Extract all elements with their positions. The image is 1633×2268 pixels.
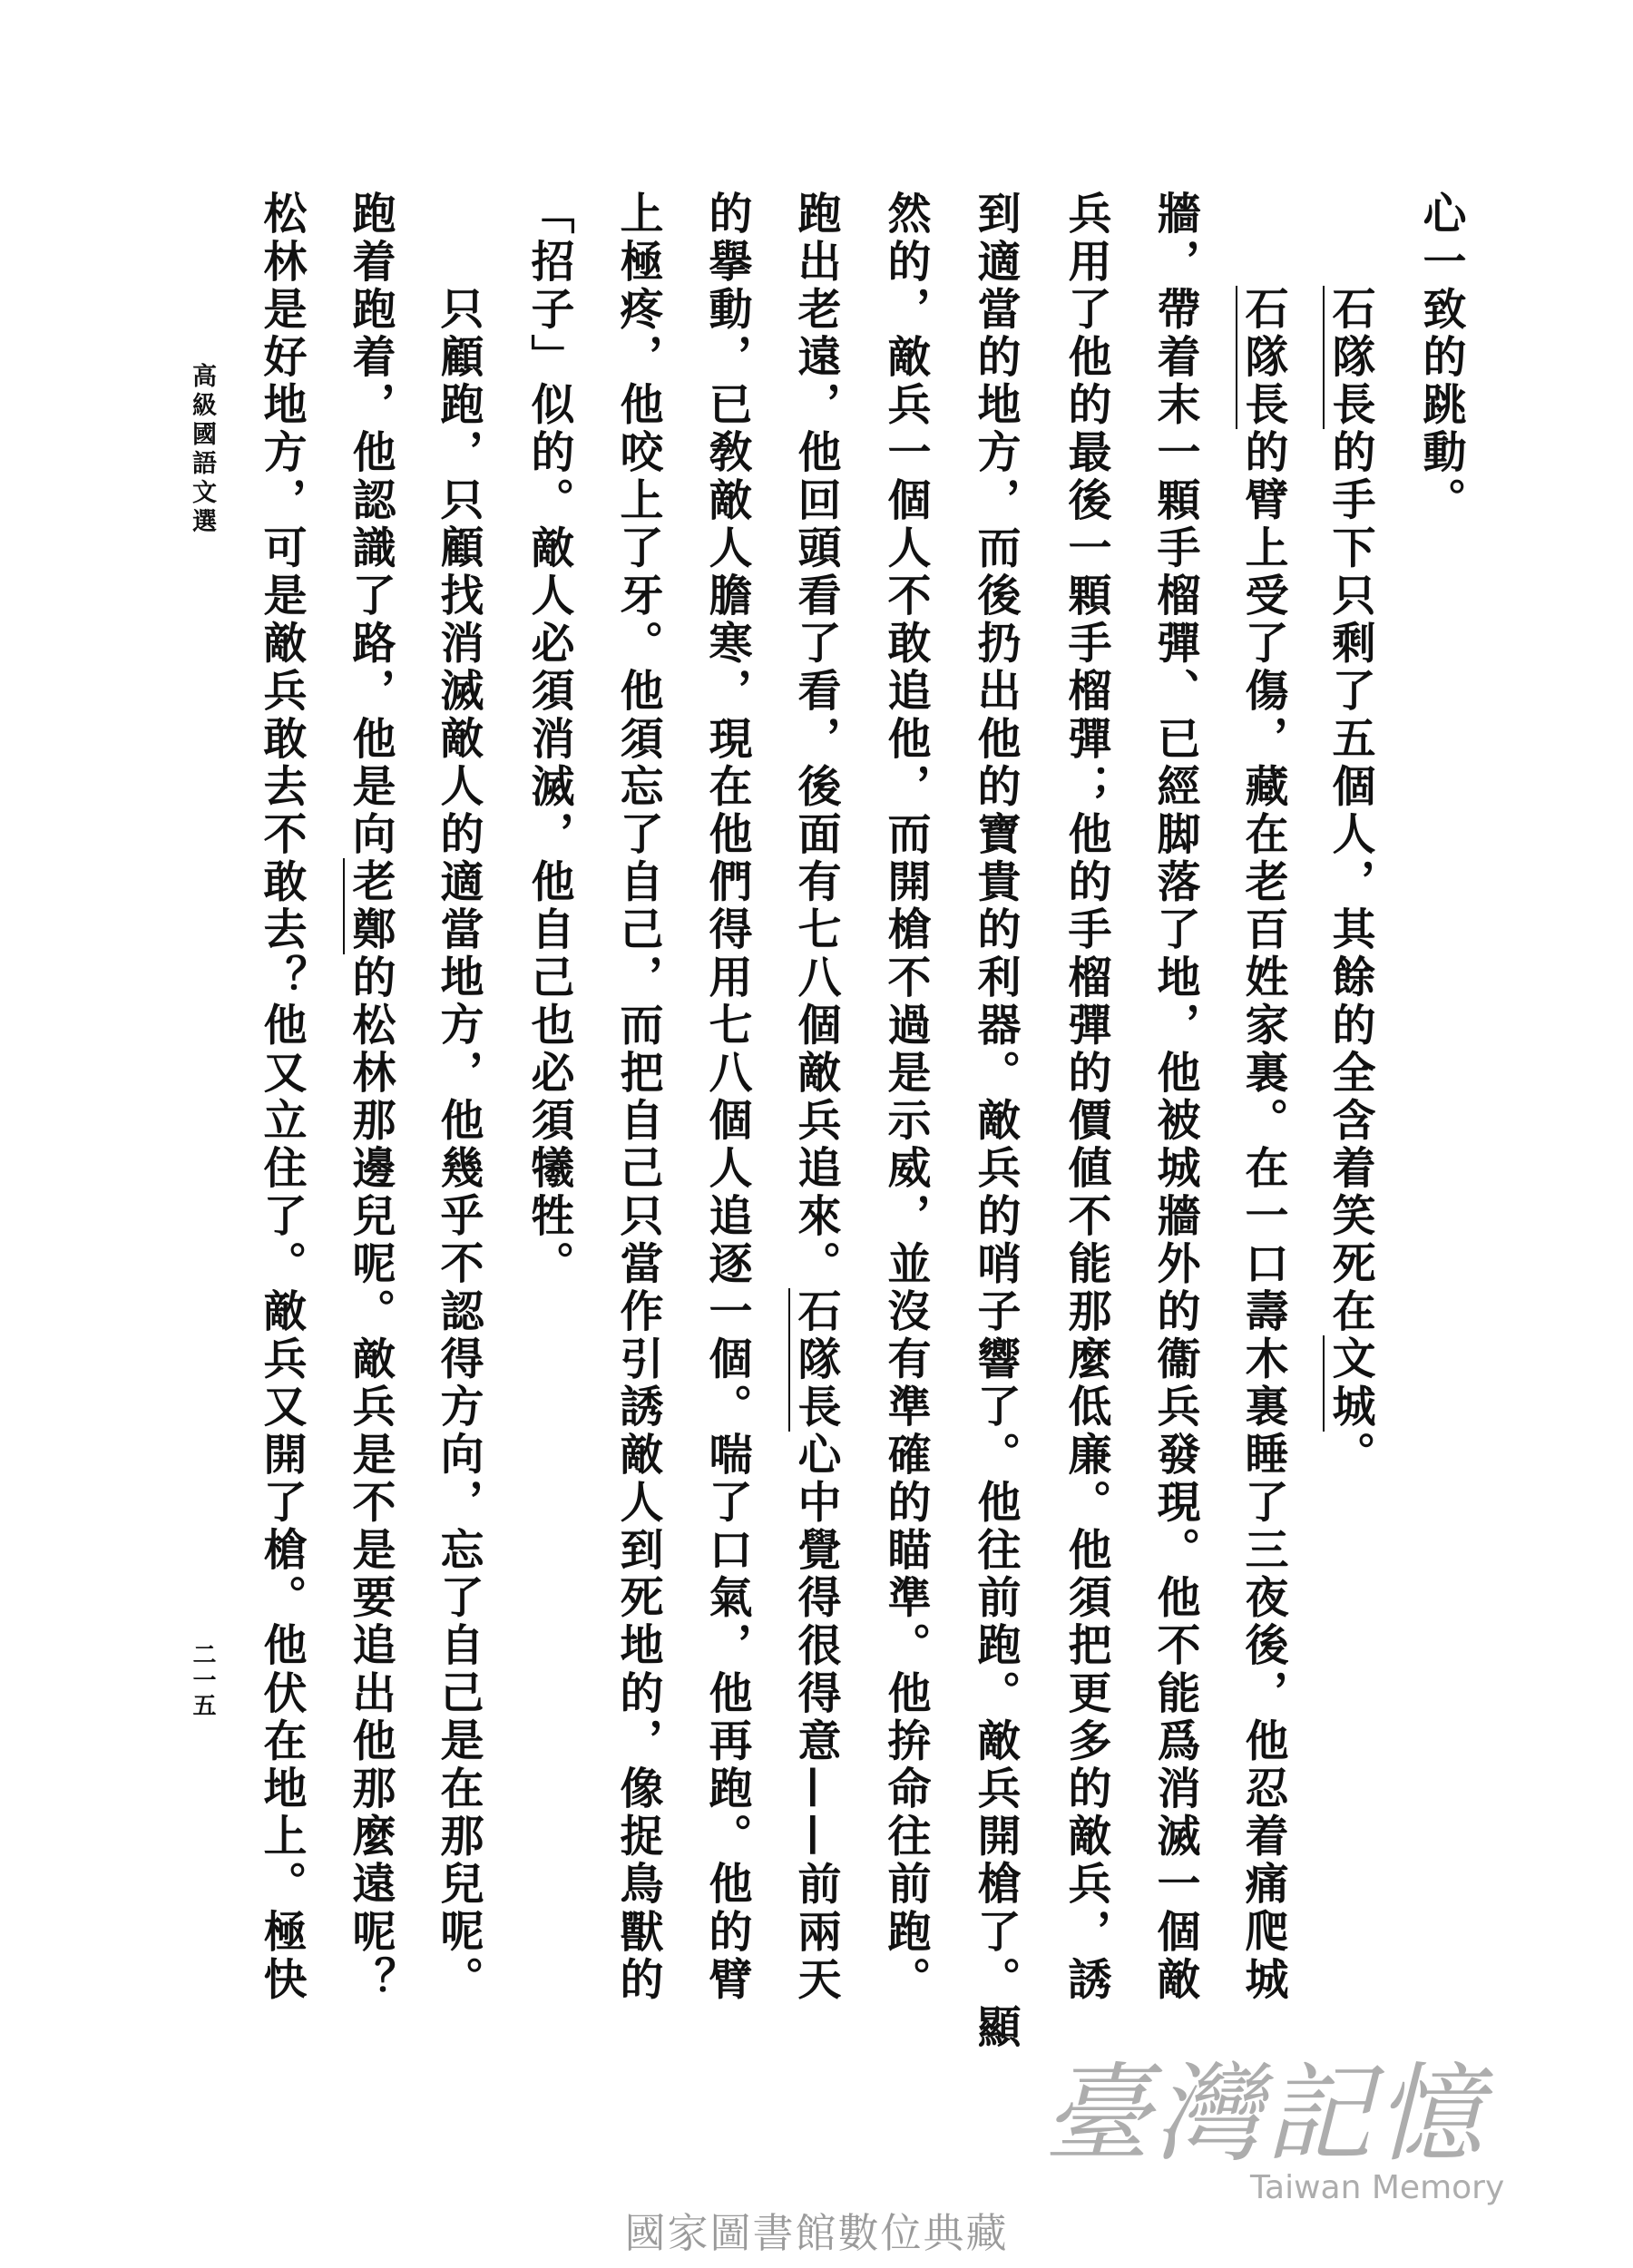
text-column — [347, 191, 394, 2004]
text-column — [1062, 191, 1110, 2004]
text-segment: 的手下只剩了五個人，其餘的全含着笑死在 — [1325, 429, 1375, 1336]
text-column — [435, 286, 482, 2004]
text-segment: 跑着跑着，他認識了路，他是向 — [345, 191, 396, 859]
text-segment: 只顧跑，只顧找消滅敵人的適當地方，他幾乎不認得方向，忘了自己是在那兒呢。 — [433, 286, 484, 2004]
text-segment: 的松林那邊兒呢。敵兵是不是要追出他那麼遠呢？ — [345, 953, 396, 2004]
text-column — [1417, 191, 1464, 524]
text-column — [525, 191, 572, 1288]
text-segment: 跑出老遠，他回頭看了看，後面有七八個敵兵追來。 — [790, 191, 841, 1288]
text-segment: 心中覺得很得意——前兩天 — [790, 1431, 841, 2004]
text-segment: 心一致的跳動。 — [1415, 191, 1466, 525]
page-number: 二一五 — [189, 1642, 216, 1718]
text-column — [258, 191, 305, 2004]
text-segment: 松林是好地方，可是敵兵敢去不敢去？他又立住了。敵兵又開了槍。他伏在地上。極快 — [256, 191, 307, 2004]
text-column — [792, 191, 839, 2004]
text-segment: 「招子」似的。敵人必須消滅，他自己也必須犧牲。 — [523, 191, 574, 1288]
text-column — [972, 191, 1019, 2051]
text-segment: 的臂上受了傷，藏在老百姓家裏。在一口壽木裏睡了三夜後，他忍着痛爬城 — [1237, 429, 1288, 2004]
watermark-chinese: 臺灣記憶 — [1043, 2051, 1487, 2176]
text-column — [1151, 191, 1198, 2004]
text-column — [882, 191, 929, 2004]
proper-name-mark: 文城 — [1325, 1335, 1375, 1432]
text-column — [1239, 286, 1286, 2004]
proper-name-mark: 石隊長 — [1237, 286, 1288, 429]
text-segment: 的擧動，已敎敵人膽寒，現在他們得用七八個人追逐一個。喘了口氣，他再跑。他的臂 — [701, 191, 752, 2004]
library-footer: 國家圖書館數位典藏 — [624, 2209, 1009, 2257]
text-segment: 。 — [1325, 1431, 1375, 1480]
text-segment: 兵用了他的最後一顆手榴彈；他的手榴彈的價値不能那麼低廉。他須把更多的敵兵，誘 — [1061, 191, 1111, 2004]
proper-name-mark: 石隊長 — [790, 1287, 841, 1432]
text-segment: 然的，敵兵一個人不敢追他，而開槍不過是示威，並沒有準確的瞄準。他拚命往前跑。 — [880, 191, 931, 2004]
text-column — [703, 191, 750, 2004]
text-segment: 上極疼，他咬上了牙。他須忘了自己，而把自己只當作引誘敵人到死地的，像捉鳥獸的 — [612, 191, 663, 2004]
text-segment: 牆，帶着末一顆手榴彈、已經脚落了地，他被城牆外的衞兵發現。他不能爲消滅一個敵 — [1149, 191, 1200, 2004]
taiwan-memory-watermark — [1043, 2051, 1533, 2207]
text-column — [1326, 286, 1374, 1479]
proper-name-mark: 石隊長 — [1325, 286, 1375, 429]
book-title-margin: 高級國語文選 — [188, 363, 216, 537]
watermark-english: Taiwan Memory — [1250, 2169, 1505, 2206]
text-segment: 到適當的地方，而後扔出他的寶貴的利器。敵兵的哨子響了。他往前跑。敵兵開槍了。顯 — [970, 191, 1021, 2052]
proper-name-mark: 老鄭 — [345, 858, 396, 954]
text-column — [614, 191, 661, 2004]
